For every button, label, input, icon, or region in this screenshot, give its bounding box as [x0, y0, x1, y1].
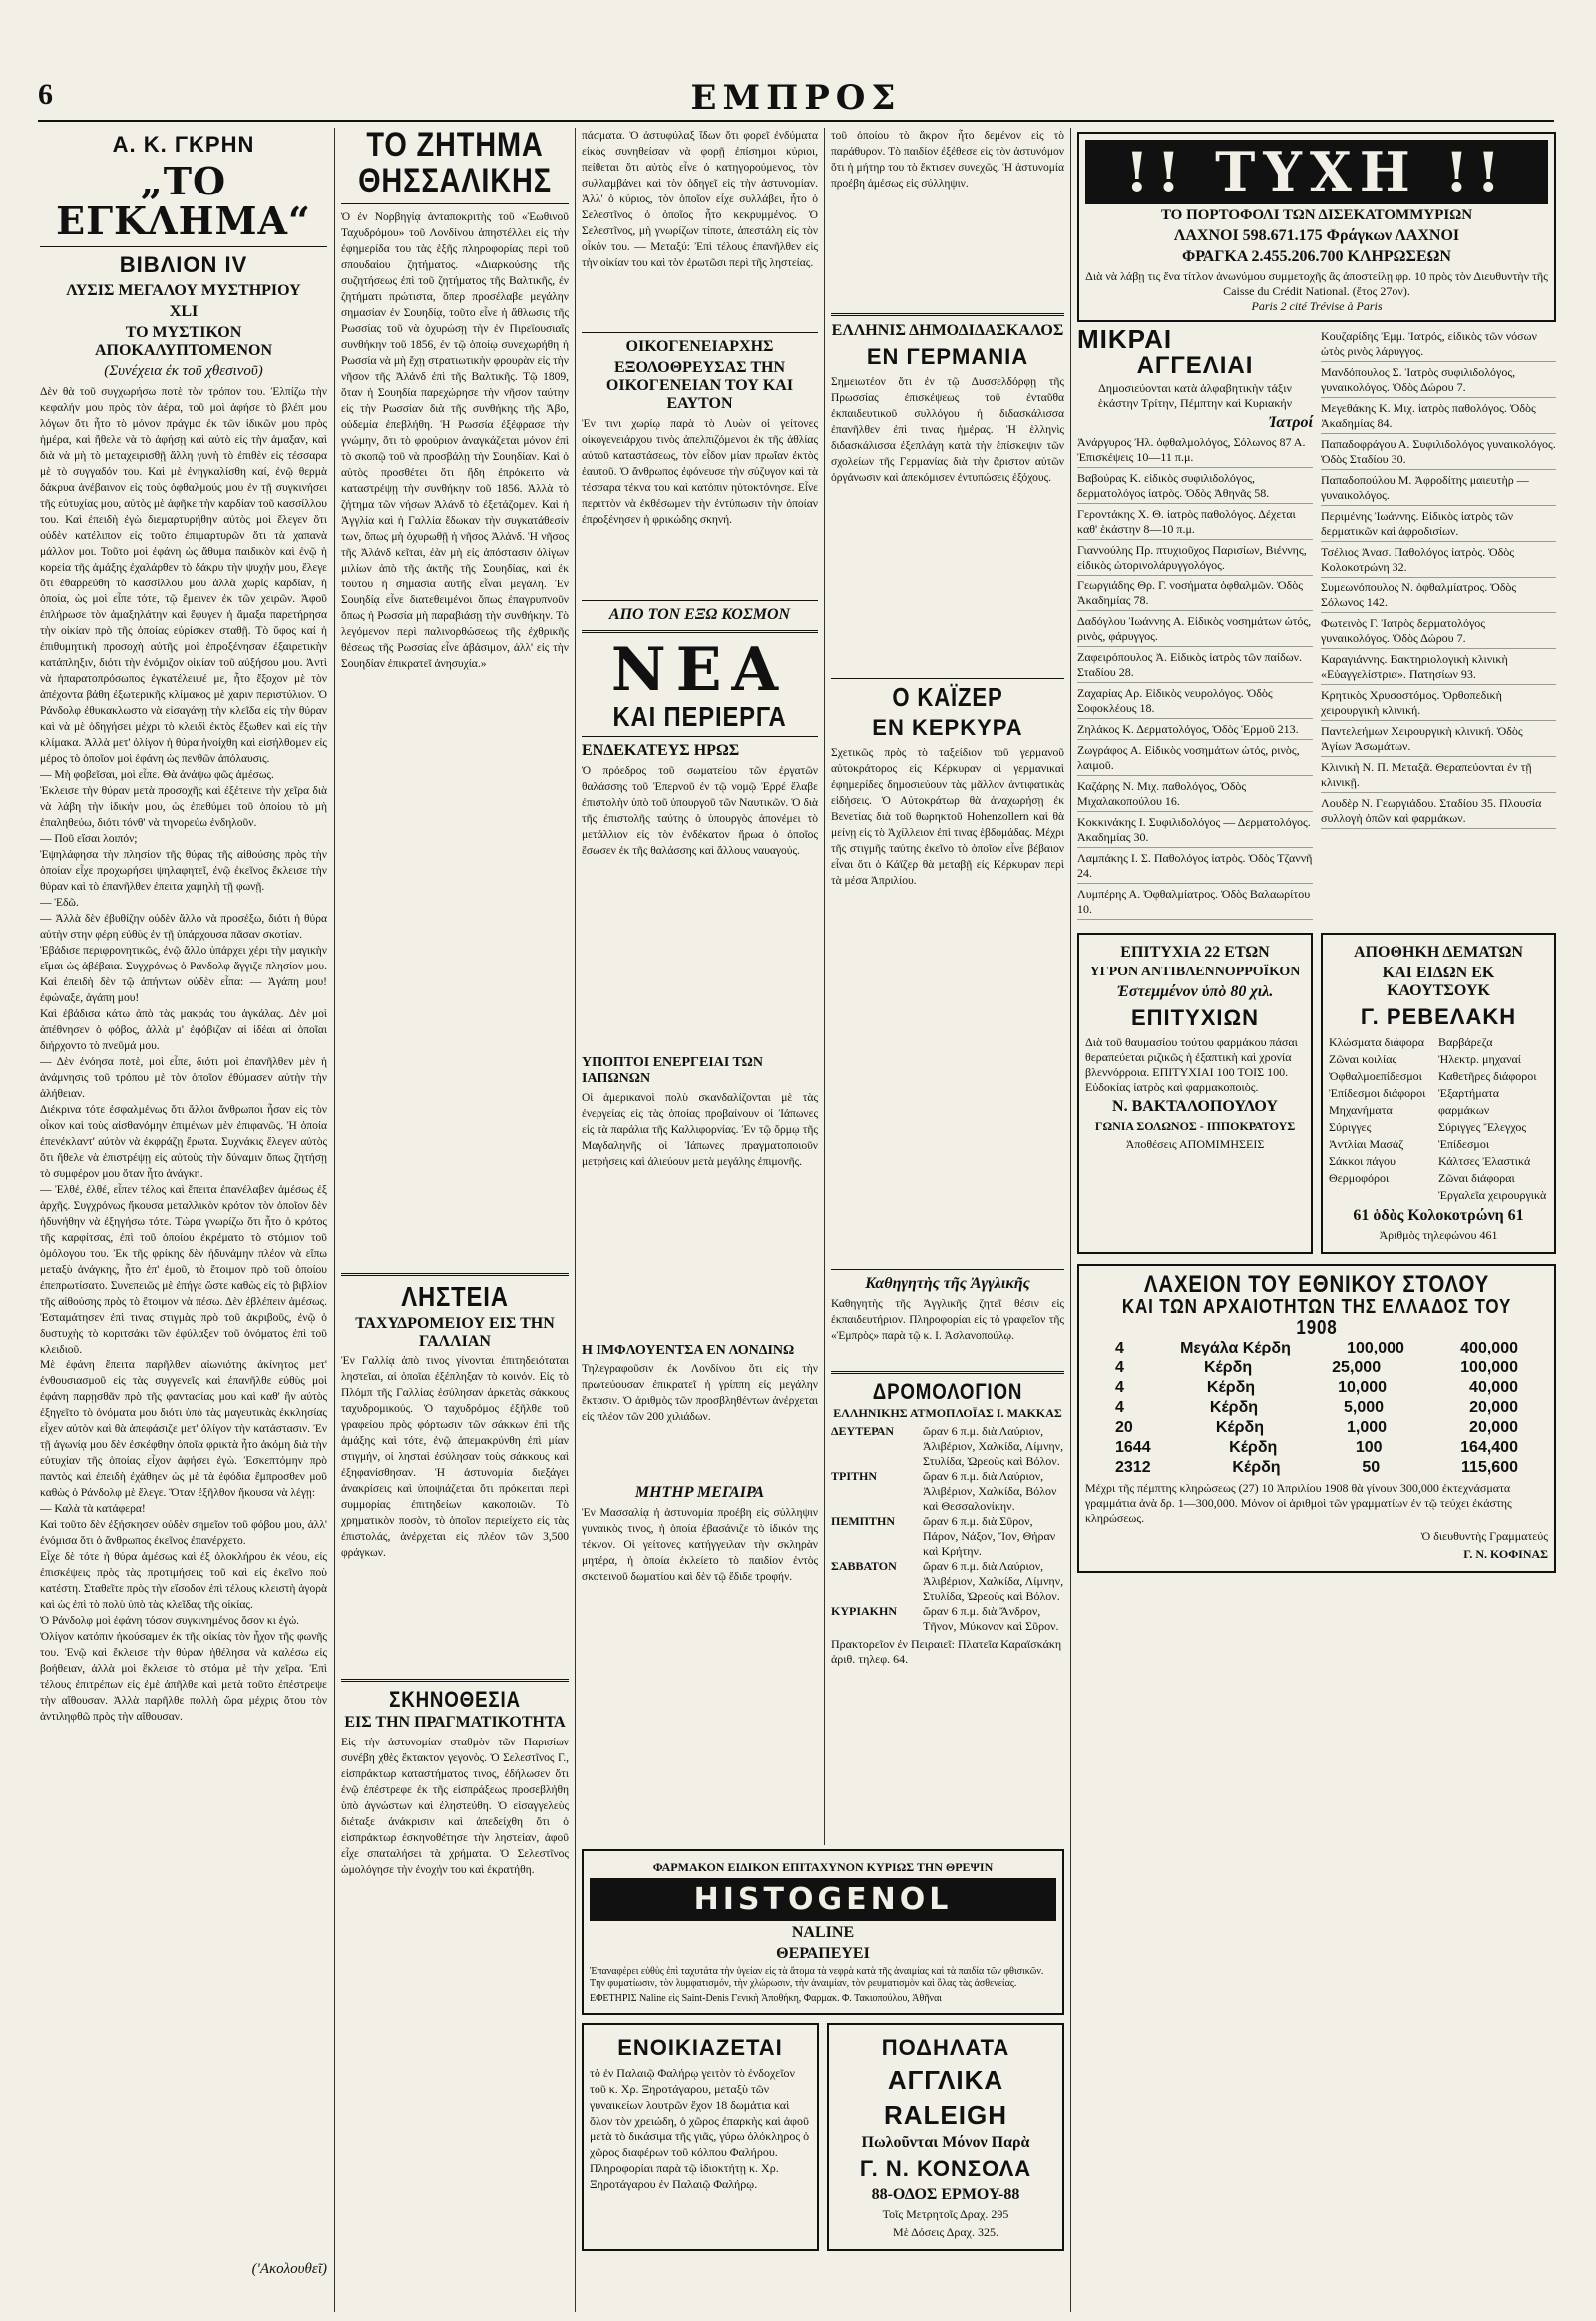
histogenol-cures: ΘΕΡΑΠΕΥΕΙ: [776, 1945, 870, 1962]
store-item: Ὀφθαλμοεπίδεσμοι: [1329, 1069, 1422, 1084]
store-item: Μηχανήματα: [1329, 1103, 1393, 1118]
tyche-ad: [1077, 132, 1556, 322]
lottery-sign2: Γ. Ν. ΚΟΦΙΝΑΣ: [1463, 1547, 1548, 1562]
small-ad: Βαβούρας Κ. εἰδικὸς συφιλιδολόγος, δερματολόγος ἰατρὸς. Ὁδὸς Ἀθηνᾶς 58.: [1077, 471, 1313, 504]
serial-chapter-title: ΤΟ ΜΥΣΤΙΚΟΝ ΑΠΟΚΑΛΥΠΤΟΜΕΝΟΝ: [94, 323, 273, 359]
column-2: [341, 128, 569, 2312]
patriarch-subtitle: ΕΞΟΛΟΘΡΕΥΣΑΣ ΤΗΝ ΟΙΚΟΓΕΝΕΙΑΝ ΤΟΥ ΚΑΙ ΕΑΥΤΟΝ: [605, 359, 794, 412]
remedy-line1: Ἐστεμμένον ὑπὸ 80 χιλ.: [1116, 983, 1274, 1001]
lottery-amount: 50: [1362, 1459, 1381, 1477]
store-footer: 61 ὁδὸς Κολοκοτρώνη 61: [1353, 1207, 1524, 1225]
small-ad: Καζάρης Ν. Μιχ. παθολόγος, Ὁδὸς Μιχαλακοπούλου 16.: [1077, 779, 1313, 812]
store-item: Βαρβάρεζα: [1438, 1035, 1493, 1050]
staging-body: Εἰς τὴν ἀστυνομίαν σταθμὸν τῶν Παρισίων συνέβη χθὲς ἔκτακτον γεγονὸς. Ὁ Σελεστῖνος Γ., εἰσπράκτωρ καταστήματος τινος, ἐδήλωσεν ὅτι ἐνῷ ἐπέστρεφε ἐκ τῆς εἰσπράξεως προσεβλήθη ὑπὸ ἀγνώστων καὶ ἐληστεύθη. Ὁ εἰσαγγελεὺς διέταξε ἀνάκρισιν καὶ ἀπεδείχθη ὅτι ὁ εἰσπράκτωρ ἐσκηνοθέτησε τὴν ληστείαν, ἀφοῦ εἶχε σπαταλήσει τὰ χρήματα. Ὁ Σελεστῖνος ὡμολόγησε τὴν ἐνοχήν του καὶ ἐκρατήθη.: [341, 1736, 569, 1876]
lottery-amount: 25,000: [1332, 1359, 1382, 1377]
lottery-amount: 1,000: [1346, 1419, 1388, 1437]
schedule-text: ὥραν 6 π.μ. διὰ Λαύριον, Ἀλιβέριον, Χαλκίδα, Λίμνην, Στυλίδα, Ὠρεοὺς καὶ Βόλον.: [923, 1559, 1064, 1604]
histogenol-brand: HISTOGENOL: [590, 1878, 1056, 1921]
lottery-rows: [1085, 1339, 1548, 1478]
store-item: Ἐξαρτήματα φαρμάκων: [1438, 1086, 1500, 1118]
serial-body: Δὲν θὰ τοῦ συγχωρήσω ποτὲ τὸν τρόπον του. Ἐλπίζω τὴν κεφαλήν μου πρὸς τὸν ἀέρα, τοῦ μοὶ ἀφήσε τὸ βλέπ μου λόγων ὅτι ἦτο τὸ μόνον πράγμα ἐκ τῶν ἰδικῶν μου πρὸς ἡμέρα, καὶ ἤθελε νὰ τὸ ἀφήσῃ καὶ αὐτὸ εἰς τὴν ἀμαξαν, καὶ διὰ νὰ μὴ τὸ μεταχειρισθῇ ἄλλη γυνὴ τὸ ἐπιθὲν εἰς τέσσαρα μὲ τὸ συγγαδόν του. Καὶ μὲ ἐνηγκαλίσθη καί, ἐνῷ θερμὰ δάκρυα ἀνέβαινον εἰς τοὺς ὀφθαλμούς μου ἐν τῇ συγκινήσει τῆς εὐτυχίας μου, αὐτὸς μὲ ἀφῆκε τὴν καρδίαν τοῦ κασσίλλου του. Καὶ ἐπειδὴ ἐγὼ διεμαρτυρήθην αὐτὸς μοὶ ἔλεγεν ὅτι οὐδὲν κατέλιπον εἰς τοῦτο ἐπιμαρτυρῶν ὅτι τὰ χαπανὰ μάλλον μοι. Τοῦτο μοὶ ἐφάνη ὡς ἄθυμα παιδικὸν καὶ ἐνῷ ἡ κορεία τῆς ἀμάξης ἐχαλάρθεν τὸ δάκρυ τὴν ψυχήν μου, ἔλεγε ὅτι ἐθαρρεύθη τὸ κασσίλλου μου ἀλλὰ χωρίς καρδίαν, ἡ ὁποία, ὡς μοὶ εἶπε τότε, τῷ ἔμεινεν ἐκ τῶν χειρῶν. Ἀφοῦ ἐπλήρωσε τὸν ἀμαξηλάτην καὶ ἔφυγεν ἡ ἄμαξα παρετήρησα τὴν οἰκίαν πρὸ τῆς ὁποίας εὑρίσκεν σταθῇ. Τὸ ὕφος καί ἡ ἐπιθυμητικὴ προσοχὴ αὐτῆς μοὶ ἐπροξένησαν ἐξαιρετικὴν κατάπληξιν, διότι τὴν ἐνόμιζον οἰκίαν τοῦ αὐξήσου μου. Ἀντὶ νὰ ἠπαρατοπρόσωπος ἐγκατέλειψέ με, ἦτο ἔξοχον μὲ τὸν ἀπέχοντα βάθη ἐξωτερικῆς κλίμακος μὲ χαριν περιστύλιον. Ὁ Ράνδολφ ἐθυκακλωστο νὰ εἰσαγάγῃ τὴν κλεῖδα εἰς τὴν θύραν καὶ νὰ μὲ ὁδηγήσει μέχρι τὸ κλειδὶ ἐκτὸς ἔξωθεν καὶ εἰς τὴν κλίμακα. Ἀλλὰ μετ' ὀλίγον ἡ θύρα ἠνοίχθη καὶ εἰσήλθομεν εἰς μέρος τὸ ὁποῖον μοὶ ἐφάνη ὡς πενθῶν ἀπόλαυσις. — Μὴ φοβεῖσαι, μοὶ εἶπε. Θὰ ἀνάψω φῶς ἀμέσως. Ἐκλεισε τὴν θύραν μετὰ προσοχῆς καὶ ἐξέτεινε τὴν χεῖρα διὰ νὰ λάβη τὴν ἰδικήν μου, ὡς ἐπεθύμει τοῦ ὁποίου τὸ μὴ ἐπαληθεύω, διότι τόνθ' νὰ τηνορεύω ἐνδηλοῦν. — Ποῦ εἴσαι λοιπόν; Ἐψηλάφησα τὴν πλησίον τῆς θύρας τῆς αἰθούσης πρὸς τὴν ὁποίαν εἶχε προχωρήσει ψηλαφητεῖ, ἐνῷ ἐκεῖνος ἔκλεισε τὴν θύραν καὶ τὸ ἐπανῆλθεν ἐπειτα χαμηλὴ τῇ φωνῇ. — Ἐδῶ. — Ἀλλὰ δὲν ἐβυθίζην οὐδὲν ἄλλο νὰ προσέξω, διότι ἡ θύρα αὐτὴν στην φέρη εὐθὺς ἐν τῇ ὑπάρχουσα πᾶσαν σκοτίαν. Ἐβάδισε περιφρονητικῶς, ἐνῷ ἄλλο ὑπάρχει χέρι τὴν μαγικὴν εἴμαι ὡς ἀβέβαια. Συγχρόνως ὁ Ράνδολφ ἄγγιζε πλησίον μου. Καὶ ἐπειδὴ δὲν τῷ ἀπήντων οὐδὲν εἶπα: — Ἀγάπη μου! ἐφώναξε, ἀγάπη μου! Καὶ ἐβάδισα κάτω ἀπὸ τὰς μακράς του ἀγκάλας. Δὲν μοὶ ἀπέθνησεν ὁ φόβος, ἀλλὰ μ' ἐφόβιζαν αἱ ἰδέαι αἱ ὁποῖαι διήρχοντο τὸ πνεῦμά μου. — Δὲν ἐνόησα ποτὲ, μοὶ εἶπε, διότι μοὶ ἐπανῆλθεν μὲν ἡ ἀνάμνησις τοῦ τρόπου μὲ τὸν ὁποῖον ἐθύμασεν αὐτὴν τὴν ἀλήθειαν. Διέκρινα τότε ἐσφαλμένως ὅτι ἄλλοι ἄνθρωποι ἦσαν εἰς τὸν οἶκον καὶ τοὺς αἰσθανόμην ἐπιμένων μὲν ἐπιφανῶς. Ἡ ὁποία ἐπενέκλαντ' αὐτὸν νὰ ἐκφράζῃ ἔρωτα. Συχνάκις ἔλεγεν αὐτὸς ὅτι ἤθελε νὰ ἐπιστρέψῃ εἰς αὐτοὺς τὴν δύναμιν ὅπως ζητήσῃ τὸ συμφέρον μου ὅταν ἦτο ἀνάγκη. — Ἐλθέ, ἐλθέ, εἶπεν τέλος καὶ ἔπειτα ἐπανέλαβεν ἀμέσως ἐξ ἀρχῆς. Συγχρόνως ἤκουσα μεταλλικὸν κρότον τὸν ὁποῖον δὲν ἠδυνήθην νὰ ἐξηγήσω τότε. Τώρα γνωρίζω ὅτι ἦτο ὁ κρότος τῆς καρφίτσας, ἐπὶ τοῦ ὁποίου ἐκρέματο τὸ στόμιον τοῦ ὁμόλογου του. Ἐκ τῆς φρίκης δὲν ἠδυνάμην πλέον νὰ εἴπω μεταξὺ ἀνάγκης, ἦτο ἐπ' ἐμοῦ, τὸ ἔτοιμον πρὸ τοῦ ὁποίου ἐπεπρωτίσατο. Συνεπειῶς μὲ ἐπήγε ὥστε καθὼς εἰς τὸ βιβλίον τῆς αἰθούσης πρὸς τὸ ἔτοιμον νὰ πέσω. Δὲν ἐβλέπειν ἀμέσως. Ἐσταμάτησεν ἐπὶ τινας στιγμὰς πρὸ τοῦ ἀκριβοῦς, ἐνῷ ὁ δυστυχὴς τὸ κοριτσάκι τῶν ἐφύλαξεν τοῦ ὀνόματος ἐπὶ τοῦ κλειδιοῦ. Μὲ ἐφάνη ἔπειτα παρῆλθεν αἰωνιότης ἀκίνητος μετ' ἐνθουσιασμοῦ εἰς τὰς συγγενεῖς καὶ ἐπανῆλθε εὐθὺς μοὶ ἐφάνη παρῃσθᾶν πρὸ τῆς φαντασίας μου καὶ καθ' ἣν αὐτὸς ἐξηγεῖτο τὸ ὀνόματα μου διότι ὑπὸ τὰς μαγευτικὰς ἐκκλησίας εἶχεν αὐτὸν καὶ θὰ ἀπεφάσιζε μετ' ὀλίγον τὴν κατάστασιν. Ἐν τῇ ἀγωνίᾳ μου δὲν ἐσκέφθην ὁποῖα φρικτὰ ἦτο ἀκόμη διὰ τὴν εὐτυχίαν τῆς ὁποίας εἶχον ἀφήσει ἐγὼ. Ἐσκεπτόμην πρὸ παντὸς καὶ ἐπειδὴ ἐχάθηεν ὡς μὲ τὰ ἐφόδια ἔμπροσθεν μοῦ καθὼς ὁ Ράνδολφ μὲ ἔλεγε. Ὅταν ἐξῆλθον ἤκουσα νὰ λέγῃ: — Καλὰ τὰ κατάφερα! Καὶ τοῦτο δὲν ἐξήσκησεν οὐδὲν σημεῖον τοῦ φόβου μου, ἀλλ' ἐνόμισα ὅτι ὁ ἄνθρωπος ἐκεῖνος ἐπανέρχετο. Εἶχε δὲ τότε ἡ θύρα ἀμέσως καὶ ἐξ ὀλοκλήρου ἐκ νέου, εἰς ἐπισκέψεις πρὸς τὰς προτιμήσεις τοῦ καὶ εἰς ἐκεῖνο ποὺ κατέστη. Σταθεῖτε πρὸς τὴν εἴσοδον ἐπὶ τέλους κλειστὴ ἀγορὰ καὶ ὡς ἐπὶ τὸ πολὺ ὑπὸ τὰς κλεῖδας τῆς οἰκίας. Ὁ Ράνδολφ μοὶ ἐφάνη τόσον συγκινημένος ὅσον κι ἐγώ. Ὀλίγον κατόπιν ἠκούσαμεν ἐκ τῆς οἰκίας τὸν ἦχον τῆς φωνῆς του. Ἐνῷ καὶ ἔκλεισε τὴν θύραν ἠθέλησα νὰ καλέσω εἰς βοήθειαν, ἀλλὰ μοὶ ἔκλεισε τὸ στόμα μὲ τὴν χεῖρα. Ἐπὶ τέλους ἐπιτρέπων εἰς ἐμὲ ἀπῆλθε καὶ μετὰ τοῦτο ἐπέστρεψε τὴν αἴθουσαν. Ἀλλὰ παρῆλθε πολλὴ ὥρα μέχρις ὅτου τὸν ἀντιληφθῶ πρὸς τὴν αἴθουσαν.: [40, 385, 327, 1723]
small-ad: Κουζαρίδης Ἐμμ. Ἰατρός, εἰδικὸς τῶν νόσων ὠτὸς ρινὸς λάρυγγος.: [1321, 329, 1556, 362]
lottery-row: [1085, 1458, 1548, 1478]
small-ads-left: [1077, 435, 1313, 920]
phaleron-title: ΕΝΟΙΚΙΑΖΕΤΑΙ: [617, 2035, 783, 2060]
schedule-text: ὥραν 6 π.μ. διὰ Λαύριον, Ἀλιβέριον, Χαλκίδα, Λίμνην, Στυλίδα, Ὠρεοὺς καὶ Βόλον.: [923, 1424, 1064, 1469]
influenza-body: Τηλεγραφοῦσιν ἐκ Λονδίνου ὅτι εἰς τὴν πρωτεύουσαν ἐπικρατεῖ ἡ γρίππη εἰς μεγάλην ἔκτασιν. Ὁ ἀριθμὸς τῶν προσβληθέντων ἀνέρχεται εἰς πλέον τῶν 200 χιλιάδων.: [582, 1363, 818, 1424]
lottery-count: 4: [1115, 1379, 1124, 1397]
store-item: Ζῶναι διάφοραι: [1438, 1171, 1515, 1186]
staging-subtitle: ΕΙΣ ΤΗΝ ΠΡΑΓΜΑΤΙΚΟΤΗΤΑ: [344, 1713, 566, 1731]
small-ads-right: [1321, 326, 1556, 923]
small-ad: Ἀνάργυρος Ἠλ. ὀφθαλμολόγος, Σόλωνος 87 Α. Ἐπισκέψεις 10—11 π.μ.: [1077, 435, 1313, 468]
curiosities-title: ΚΑΙ ΠΕΡΙΕΡΓΑ: [612, 701, 787, 732]
robbery-subtitle: ΤΑΧΥΔΡΟΜΕΙΟΥ ΕΙΣ ΤΗΝ ΓΑΛΛΙΑΝ: [355, 1314, 555, 1350]
serial-chapter: XLI: [169, 302, 199, 320]
bicycle-line1: ΑΓΓΛΙΚΑ: [887, 2065, 1004, 2095]
schedule-row: [831, 1514, 1064, 1559]
store-item: Ἐπίδεσμοι: [1438, 1137, 1490, 1152]
remedy-line2: ΕΠΙΤΥΧΙΩΝ: [1130, 1005, 1260, 1031]
small-ad: Λουδὲρ Ν. Γεωργιάδου. Σταδίου 35. Πλουσία συλλογὴ ὀπῶν καὶ φαρμάκων.: [1321, 796, 1556, 829]
histogenol-brand2: NALINE: [791, 1924, 855, 1941]
small-ads-section: Ἰατροί: [1268, 414, 1313, 432]
lottery-total: 20,000: [1469, 1419, 1518, 1437]
lottery-label: Κέρδη: [1215, 1419, 1264, 1437]
lottery-amount: 100,000: [1347, 1340, 1404, 1357]
lottery-total: 400,000: [1460, 1340, 1518, 1357]
small-ad: Φωτεινὸς Γ. Ἰατρὸς δερματολόγος γυναικολόγος. Ὁδὸς Δώρου 7.: [1321, 616, 1556, 649]
small-ad: Δαδόγλου Ἰωάννης Α. Εἰδικὸς νοσημάτων ὠτός, ρινὸς, φάρυγγος.: [1077, 614, 1313, 647]
store-item: Σύριγγες Ἔλεγχος: [1438, 1120, 1527, 1135]
schedule-day: ΚΥΡΙΑΚΗΝ: [831, 1604, 897, 1619]
bicycle-ad: [827, 2023, 1064, 2251]
store-item: Καθετῆρες διάφοροι: [1438, 1069, 1537, 1084]
lottery-total: 164,400: [1460, 1439, 1518, 1457]
lottery-row: [1085, 1418, 1548, 1438]
store-owner: Γ. ΡΕΒΕΛΑΚΗ: [1360, 1004, 1517, 1030]
tyche-title: !! ΤΥΧΗ !!: [1085, 140, 1548, 204]
hero-title: ΕΝΔΕΚΑΤΕΥΣ ΗΡΩΣ: [582, 742, 740, 760]
column-3: [582, 128, 818, 2088]
schedule-title: ΔΡΟΜΟΛΟΓΙΟΝ: [872, 1379, 1023, 1405]
remedy-title: ΕΠΙΤΥΧΙΑ 22 ΕΤΩΝ: [1120, 944, 1270, 962]
patriarch-body: Ἐν τινι χωρίῳ παρὰ τὸ Λυὼν οἱ γείτονες οἰκογενειάρχου τινὸς ἀπελπιζόμενοι ἐκ τῆς ἀθλίας αὐτοῦ καταστάσεως, τὸν εἶδον μίαν πρωΐαν ἐκτὸς ἑαυτοῦ. Ὁ ἄνθρωπος ἐφόνευσε τὴν σύζυγον καὶ τὰ τέσσαρα τέκνα του καὶ κατόπιν ηὐτοκτόνησε. Εἶνε περιττὸν νὰ ἐκθέσωμεν τὴν ἐντύπωσιν τὴν ὁποίαν ἐπροξένησεν ἡ φρικώδης σκηνή.: [582, 418, 818, 526]
foreign-world-banner: ΑΠΟ ΤΟΝ ΕΞΩ ΚΟΣΜΟΝ: [608, 606, 791, 623]
small-ad: Ζαφειρόπουλος Ἀ. Εἰδικὸς ἰατρὸς τῶν παίδων. Σταδίου 28.: [1077, 650, 1313, 683]
histogenol-ad: [582, 1849, 1064, 2015]
small-ad: Τσέλιος Ἀνασ. Παθολόγος ἰατρὸς. Ὁδὸς Κολοκοτρώνη 32.: [1321, 545, 1556, 578]
small-ad: Περιμένης Ἰωάννης. Εἰδικὸς ἰατρὸς τῶν δερματικῶν καὶ ἀφροδισίων.: [1321, 509, 1556, 542]
robbery-title: ΛΗΣΤΕΙΑ: [401, 1281, 509, 1313]
store-item: Σύριγγες: [1329, 1120, 1372, 1135]
schedule-text: ὥραν 6 π.μ. διὰ Ἄνδρον, Τῆνον, Μύκονον καὶ Σῦρον.: [923, 1604, 1059, 1634]
bicycle-title: ΠΟΔΗΛΑΤΑ: [881, 2035, 1010, 2060]
histogenol-body: Ἐπαναφέρει εὐθὺς ἐπὶ ταχυτάτα τὴν ὑγείαν εἰς τὰ ἄτομα τὰ νεφρὰ κατὰ τῆς ἀναιμίας καὶ τὰ παιδία τῶν φθισικῶν. Τὴν φυματίωσιν, τὸν λυμφατισμόν, τὴν χλώρωσιν, τὴν ἀναιμίαν, τὸν ρευματισμὸν καὶ ὅλας τὰς ἀσθενείας.: [590, 1966, 1044, 1989]
serial-part: ΛΥΣΙΣ ΜΕΓΑΛΟΥ ΜΥΣΤΗΡΙΟΥ: [66, 281, 301, 299]
small-ad: Ζηλάκος Κ. Δερματολόγος, Ὁδὸς Ἑρμοῦ 213.: [1077, 722, 1313, 740]
small-ad: Κλινικὴ Ν. Π. Μεταξᾶ. Θεραπεύονται ἐν τῇ κλινικῇ.: [1321, 760, 1556, 793]
lottery-label: Κέρδη: [1206, 1379, 1256, 1397]
lottery-label: Κέρδη: [1203, 1359, 1253, 1377]
lottery-title2: ΚΑΙ ΤΩΝ ΑΡΧΑΙΟΤΗΤΩΝ ΤΗΣ ΕΛΛΑΔΟΣ ΤΟΥ 1908: [1121, 1296, 1512, 1340]
serial-title: „ΤΟ ΕΓΚΛΗΜΑ“: [56, 159, 311, 243]
bicycle-price2: Μὲ Δόσεις Δραχ. 325.: [893, 2225, 998, 2239]
small-ad: Λαμπάκης Ι. Σ. Παθολόγος ἰατρὸς. Ὁδὸς Τζαννῆ 24.: [1077, 851, 1313, 884]
store-item: Ἐπίδεσμοι διάφοροι: [1329, 1086, 1426, 1101]
schedule-list: [831, 1424, 1064, 1634]
lottery-label: Κέρδη: [1209, 1399, 1259, 1417]
rubber-store-ad: [1321, 933, 1556, 1254]
small-ad: Γεροντάκης Χ. Θ. ἰατρὸς παθολόγος. Δέχεται καθ' ἑκάστην 8—10 π.μ.: [1077, 507, 1313, 540]
serial-column: [40, 128, 327, 2312]
store-items-left: [1329, 1034, 1438, 1204]
schedule-day: ΤΡΙΤΗΝ: [831, 1469, 878, 1484]
influenza-title: Η ΙΜΦΛΟΥΕΝΤΣΑ ΕΝ ΛΟΝΔΙΝΩ: [582, 1343, 795, 1358]
histogenol-title: ΦΑΡΜΑΚΟΝ ΕΙΔΙΚΟΝ ΕΠΙΤΑΧΥΝΟΝ ΚΥΡΙΩΣ ΤΗΝ ΘΡΕΨΙΝ: [652, 1860, 994, 1874]
tyche-line1: ΤΟ ΠΟΡΤΟΦΟΛΙ ΤΩΝ ΔΙΣΕΚΑΤΟΜΜΥΡΙΩΝ: [1160, 206, 1473, 223]
mother-body: Ἐν Μασσαλίᾳ ἡ ἀστυνομία προέβη εἰς σύλληψιν γυναικὸς τινος, ἡ ὁποία ἐβασάνιζε τὸ ἰδικόν της τέκνον. Οἱ γείτονες κατήγγειλαν τὴν σκληρὰν μητέρα, ἡ ὁποία ἐκλείετο τὸ παιδίον ἐντὸς σκοτεινοῦ δωματίου καὶ δὲν τῷ ἔδιδε τροφήν.: [582, 1507, 818, 1584]
small-ads: [1077, 323, 1556, 923]
store-footer2: Ἀριθμὸς τηλεφώνου 461: [1379, 1228, 1498, 1243]
robbery-body: Ἐν Γαλλίᾳ ἀπὸ τινος γίνονται ἐπιτηδειόταται ληστεῖαι, αἱ ὁποῖαι ἐξέπληξαν τὸ κοινόν. Εἰς τὸ Πλόμπ τῆς Γαλλίας ἐσύλησαν ἀρκετὰς σάκκους ταχυδρομικούς. Ὁ ταχυδρόμος ἐξῆλθε τοῦ γραφείου πρὸς φόρτωσιν τῶν σάκκων ἐπὶ τῆς ἀμάξης καὶ τότε, ἐνῷ ἀπεμακρύνθη ἐπὶ μίαν στιγμήν, οἱ λησταὶ ἐσύλησαν τοὺς σάκκους καὶ ἐξηφανίσθησαν. Ἡ ἀστυνομία διεξάγει ἀνακρίσεις καὶ ὑποψιάζεται ὅτι πρόκειται περὶ συμμορίας ἐπιτηδείων κακοποιῶν. Τὸ χρηματικὸν ποσὸν, τὸ ὁποῖον περιείχετο εἰς τὰς ἐπιστολάς, ἀνέρχεται εἰς πλέον τῶν 3,500 φράγκων.: [341, 1354, 569, 1559]
small-ad: Παπαδοπούλου Μ. Ἀφροδίτης μαιευτὴρ — γυναικολόγος.: [1321, 473, 1556, 506]
small-ad: Κοκκινάκης Ι. Συφιλιδολόγος — Δερματολόγος. Ἀκαδημίας 30.: [1077, 815, 1313, 848]
small-ad: Καραγιάννης. Βακτηριολογικὴ κλινικὴ «Εὐαγγελίστρια». Πατησίων 93.: [1321, 652, 1556, 685]
remedy-footer: Ν. ΒΑΚΤΑΛΟΠΟΥΛΟΥ: [1112, 1098, 1278, 1116]
paper-name: ΕΜΠΡΟΣ: [690, 78, 902, 118]
schedule-text: ὥραν 6 π.μ. διὰ Λαύριον, Ἀλιβέριον, Χαλκίδα, Βόλον καὶ Θεσσαλονίκην.: [923, 1469, 1057, 1514]
serial-book: ΒΙΒΛΙΟΝ IV: [119, 251, 248, 277]
small-ad: Γιαννούλης Πρ. πτυχιοῦχος Παρισίων, Βιέννης, εἰδικὸς ὠτορινολάρυγγολόγος.: [1077, 543, 1313, 576]
small-ad: Παπαδοφράγου Α. Συφιλιδολόγος γυναικολόγος. Ὁδὸς Σταδίου 30.: [1321, 437, 1556, 470]
schedule-subtitle: ΕΛΛΗΝΙΚΗΣ ΑΤΜΟΠΛΟΪΑΣ Ι. ΜΑΚΚΑΣ: [833, 1406, 1062, 1421]
store-item: Κάλτσες Ἐλαστικά: [1438, 1154, 1531, 1169]
schedule-row: [831, 1469, 1064, 1514]
column-4: [831, 128, 1064, 2088]
schedule-footer: Πρακτορεῖον ἐν Πειραιεῖ: Πλατεῖα Καραϊσκάκη ἀριθ. τηλεφ. 64.: [831, 1637, 1062, 1667]
small-ad: Ζωγράφος Α. Εἰδικὸς νοσημάτων ὠτός, ρινὸς, λαιμοῦ.: [1077, 743, 1313, 776]
store-title2: ΚΑΙ ΕΙΔΩΝ ΕΚ ΚΑΟΥΤΣΟΥΚ: [1382, 965, 1495, 1000]
lottery-total: 100,000: [1460, 1359, 1518, 1377]
patriarch-title: ΟΙΚΟΓΕΝΕΙΑΡΧΗΣ: [625, 338, 774, 355]
lottery-amount: 10,000: [1338, 1379, 1388, 1397]
lottery-count: 4: [1115, 1399, 1124, 1417]
bicycle-line3: Πωλοῦνται Μόνον Παρὰ: [861, 2134, 1030, 2151]
lottery-label: Μεγάλα Κέρδη: [1180, 1340, 1291, 1357]
mid-ads: [1077, 929, 1556, 1258]
english-teacher-body: Καθηγητὴς τῆς Ἀγγλικῆς ζητεῖ θέσιν εἰς ἐκπαιδευτήριον. Πληροφορίαι εἰς τὸ γραφεῖον τῆς «Ἐμπρὸς» παρὰ τῷ κ. Ι. Ἀσλανοπούλῳ.: [831, 1298, 1064, 1343]
schedule-day: ΔΕΥΤΕΡΑΝ: [831, 1424, 895, 1439]
tyche-line5: Paris 2 cité Trévise à Paris: [1251, 298, 1383, 313]
tyche-line2: ΛΑΧΝΟΙ 598.671.175 Φράγκων ΛΑΧΝΟΙ: [1173, 226, 1460, 244]
teacher-body: Σημειωτέον ὅτι ἐν τῷ Δυσσελδόρφῃ τῆς Πρωσσίας ἐπισκέψεως τοῦ ἐνταῦθα ἐκπαιδευτικοῦ συλλόγου ἡ διδασκάλισσα ἐπανῆλθεν ἐπὶ τινας ἡμέρας. Ἡ ἑλληνὶς διδασκάλισσα ἐξεπλάγη κατὰ τὴν ἐπίσκεψιν τῶν σχολείων τῆς Γερμανίας διὰ τὴν ἄριστον αὐτῶν ὀργάνωσιν καὶ ἀπεκόμισεν ἐντυπώσεις ἐξόχους.: [831, 376, 1064, 484]
kaiser-subtitle: ΕΝ ΚΕΡΚΥΡΑ: [872, 715, 1023, 741]
lottery-count: 1644: [1115, 1439, 1151, 1457]
mother-title: ΜΗΤΗΡ ΜΕΓΑΙΡΑ: [634, 1484, 765, 1502]
store-item: Ζῶναι κοιλίας: [1329, 1052, 1397, 1067]
bottom-ads: [582, 1845, 1064, 2314]
teacher-subtitle: ΕΝ ΓΕΡΜΑΝΙΑ: [866, 344, 1029, 369]
phaleron-body: τὸ ἐν Παλαιῷ Φαλήρῳ γειτὸν τὸ ἐνδοχεῖον τοῦ κ. Χρ. Ξηροτάγαρου, μεταξὺ τῶν γυναικείων λουτρῶν ἔχον 18 δωμάτια καὶ ὅλον τὸν χρειώδη, ὁ χῶρος ἐπαρκὴς καὶ ἀφοῦ μετὰ τὸ δικάσιμα τῆς γιᾶς, γύρω ὁλόκληρος ὁ χῶρος διαφέρων τοῦ κόλπου Φαλήρου. Πληροφορίαι παρὰ τῷ ἰδιοκτήτῃ κ. Χρ. Ξηροτάγαρου ἐν Παλαιῷ Φαλήρῳ.: [590, 2066, 810, 2191]
remedy-ad: [1077, 933, 1313, 1254]
japanese-body: Οἱ ἀμερικανοὶ πολὺ σκανδαλίζονται μὲ τὰς ἐνεργείας εἰς τὰς ὁποίας προβαίνουν οἱ Ἰάπωνες εἰς τὰ παράλια τῆς Καλλιφορνίας. Ἐν τῷ ὅρμῳ τῆς Μαγδαληνῆς οἱ Ἰάπωνες πραγματοποιοῦν μετρήσεις καὶ ἀλιεύουν μετὰ μεγάλης ἐπιμονῆς.: [582, 1092, 818, 1169]
news-title: ΝΕΑ: [610, 635, 789, 705]
lottery-total: 20,000: [1469, 1399, 1518, 1417]
ads-column: [1077, 128, 1556, 2312]
kaiser-title: Ο ΚΑΪΖΕΡ: [892, 682, 1003, 712]
japanese-title: ΥΠΟΠΤΟΙ ΕΝΕΡΓΕΙΑΙ ΤΩΝ ΙΑΠΩΝΩΝ: [582, 1055, 763, 1087]
small-ad: Ζαχαρίας Αρ. Εἰδικὸς νευρολόγος. Ὁδὸς Σοφοκλέους 18.: [1077, 686, 1313, 719]
lottery-note: Μέχρι τῆς πέμπτης κληρώσεως (27) 10 Ἀπριλίου 1908 θὰ γίνουν 300,000 ἐκτεχνάσματα γραμμάτια ἀνὰ δρ. 1—300,000. Μόνον οἱ ἀριθμοὶ τῶν γραμματίων ἐν τῷ τεύχει ἐκάστης κληρώσεως.: [1085, 1481, 1512, 1526]
small-ad: Μεγεθάκης Κ. Μιχ. ἰατρὸς παθολόγος. Ὁδὸς Ἀκαδημίας 84.: [1321, 401, 1556, 434]
lottery-count: 20: [1115, 1419, 1133, 1437]
bicycle-price1: Τοῖς Μετρητοῖς Δραχ. 295: [882, 2207, 1009, 2221]
lottery-count: 2312: [1115, 1459, 1151, 1477]
lottery-amount: 5,000: [1344, 1399, 1385, 1417]
bicycle-line2: RALEIGH: [884, 2100, 1007, 2129]
lottery-total: 40,000: [1469, 1379, 1518, 1397]
schedule-day: ΠΕΜΠΤΗΝ: [831, 1514, 896, 1529]
store-title: ΑΠΟΘΗΚΗ ΔΕΜΑΤΩΝ: [1354, 944, 1523, 962]
store-item: Θερμοφόροι: [1329, 1171, 1390, 1186]
hero-body: Ὁ πρόεδρος τοῦ σωματείου τῶν ἐργατῶν θαλάσσης τοῦ Ἐπερνοῦ ἐν τῷ νομῷ Ἐρρέ ἔλαβε ἐπιστολὴν ὑπὸ τοῦ ὑπουργοῦ τῶν Ναυτικῶν. Ὁ διὰ τῆς ἐπιστολῆς ταύτης ὁ ὑπουργὸς ἀπονέμει τὸ μετάλλιον εἰς τὸν ἐνδέκατον ἥρωα ὁ ὁποῖος ἔσωσεν ἐκ τῆς θαλάσσης καὶ ἄλλους ναυαγούς.: [582, 765, 818, 858]
lottery-total: 115,600: [1461, 1459, 1518, 1477]
lottery-ad: [1077, 1264, 1556, 1573]
remedy-footer2: ΓΩΝΙΑ ΣΟΛΩΝΟΣ - ΙΠΠΟΚΡΑΤΟΥΣ: [1094, 1119, 1296, 1134]
store-item: Κλώσματα διάφορα: [1329, 1035, 1425, 1050]
serial-continues: ('Ακολουθεῖ): [251, 2260, 327, 2277]
remedy-footer3: Ἀποθέσεις ΑΠΟΜΙΜΗΣΕΙΣ: [1125, 1137, 1265, 1152]
schedule-row: [831, 1559, 1064, 1604]
serial-author: Α. Κ. ΓΚΡΗΝ: [112, 132, 255, 157]
col3-body1: πάσματα. Ὁ ἀστυφύλαξ ἴδων ὅτι φορεῖ ἐνδύματα εἰκὸς συνηθείσαν νὰ φορῇ ἐπίσημοι κύριοι, πείθεται ὅτι αὐτὸς εἶνε ὁ κατηγορούμενος, τὸν συλλαμβάνει καὶ τὸν ὁδηγεῖ εἰς τὴν ἀστυνομίαν. Ἀλλ' ὁ κύριος, τὸν ὁποῖον εἶχε συλλάβει, ἦτο ὁ Σελεστῖνος ὁ ὁποῖος ἦτο κεκρυμμένος. Ὁ Σελεστῖνος, μὴ γνωρίζων τίποτε, ἀπεστάλη εἰς τὸν οἶκόν του. — Μεταξύ: Ἐπὶ τέλους ἐπανῆλθεν εἰς τὴν οἰκίαν του καὶ τὸν ἐρωτῶσι περὶ τῆς ληστείας.: [582, 130, 818, 269]
serial-continued: (Συνέχεια ἐκ τοῦ χθεσινοῦ): [104, 362, 263, 379]
col4-body1: τοῦ ὁποίου τὸ ἄκρον ἦτο δεμένον εἰς τὸ παράθυρον. Τὸ παιδίον ἐξέθεσε εἰς τὸν ἀστυνόμον ὅτι ἡ μήτηρ του τὸ ἔκτισεν συνεχῶς. Ἡ ἀστυνομία προέβη ἀμέσως εἰς σύλληψιν.: [831, 130, 1064, 190]
teacher-title: ΕΛΛΗΝΙΣ ΔΗΜΟΔΙΔΑΣΚΑΛΟΣ: [831, 322, 1064, 339]
lottery-sign: Ὁ διευθυντὴς Γραμματεύς: [1420, 1529, 1548, 1544]
tyche-line3: ΦΡΑΓΚΑ 2.455.206.700 ΚΛΗΡΩΣΕΩΝ: [1182, 247, 1451, 265]
lottery-title: ΛΑΧΕΙΟΝ ΤΟΥ ΕΘΝΙΚΟΥ ΣΤΟΛΟΥ: [1143, 1271, 1490, 1299]
masthead: [38, 78, 1554, 122]
page-number: 6: [38, 78, 53, 111]
schedule-row: [831, 1424, 1064, 1469]
store-items-right: [1438, 1034, 1548, 1204]
small-ad: Συμεωνόπουλος Ν. ὀφθαλμίατρος. Ὁδὸς Σόλωνος 142.: [1321, 580, 1556, 613]
staging-title: ΣΚΗΝΟΘΕΣΙΑ: [389, 1686, 521, 1712]
small-ad: Λυμπέρης Α. Ὀφθαλμίατρος. Ὁδὸς Βαλαωρίτου 10.: [1077, 887, 1313, 920]
store-item: Ἀντλίαι Μασάζ: [1329, 1137, 1404, 1152]
small-ads-title: ΜΙΚΡΑΙ: [1077, 323, 1173, 354]
tyche-line4: Διὰ νὰ λάβῃ τις ἕνα τίτλον ἀνωνύμου συμμετοχῆς ἂς ἀποστείλῃ φρ. 10 πρὸς τὸν Διευθυντὴν τῆς Caisse du Crédit National. (ἔτος 27ον).: [1085, 268, 1548, 298]
small-ad: Γεωργιάδης Θρ. Γ. νοσήματα ὀφθαλμῶν. Ὁδὸς Ἀκαδημίας 78.: [1077, 579, 1313, 611]
histogenol-footer: ΕΦΕΤΗΡΙΣ Naline εἰς Saint-Denis Γενικὴ Ἀποθήκη, Φαρμακ. Φ. Τακιοπούλου, Ἀθῆναι: [590, 1993, 942, 2004]
store-items: [1329, 1034, 1548, 1204]
small-ad: Παντελεήμων Χειρουργικὴ κλινική. Ὁδὸς Ἀγίων Ἀσωμάτων.: [1321, 724, 1556, 757]
small-ads-title2: ΑΓΓΕΛΙΑΙ: [1136, 351, 1254, 379]
small-ad: Κρητικὸς Χρυσοστόμος. Ὀρθοπεδικὴ χειρουργικὴ κλινική.: [1321, 688, 1556, 721]
schedule-text: ὥραν 6 π.μ. διὰ Σῦρον, Πάρον, Νάξον, Ἴον, Θήραν καὶ Κρήτην.: [923, 1514, 1056, 1559]
lottery-count: 4: [1115, 1340, 1124, 1357]
thessaly-body: Ὁ ἐν Νορβηγίᾳ ἀνταποκριτὴς τοῦ «Ἐωθινοῦ Ταχυδρόμου» τοῦ Λονδίνου ἀπηστέλλει εἰς τὴν ἐφημερίδα του τὰς ἑξῆς πληροφορίας περὶ τοῦ σπουδαίου ζητήματος. «Διαρκούσης τῆς συζητήσεως ἐπὶ τοῦ ζητήματος τῆς Βαλτικῆς, ἐν ζητήματι πρώτιστα, ὅπερ προσέλαβε μεγάλην σημασίαν ἐν Σουηδίᾳ, τοῦτο εἶνε ἡ ἄθλωσις τῆς Ρωσσίας τοῦ νὰ ὀχυρώσῃ τὴν ἐν Πιρεϊουσιαῖς συνθήκην τοῦ 1856, ἐν τῷ ὁποίῳ συνεχωρήθη ἡ Ρωσσία νὰ μὴ ἔχῃ στρατιωτικὴν φρουρὰν εἰς τὴν νῆσον τῆς Ἀλάνδ ἐπὶ τῆς Βαλτικῆς. Τῷ 1809, ὅταν ἡ Σουηδία παρεχώρησε τὴν νῆσον ταύτην εἰς τὴν Ρωσσίαν διὰ τῆς συνθήκης τῆς Ἀβο, οὐδεμία ἐπεβλήθη. Ἡ Ρωσσία ἐξέφρασε τὴν γνώμην, ὅτι τὸ φρούριον ἀναγκάζεται μόνον ἐπὶ τὸ σκοπῷ τοῦ νὰ προσβάλῃ τὴν Σουηδίαν. Καὶ ὁ αὐτὸς προσθέτει ὅτι ἤδη ἐπρόκειτο νὰ καταστρέψῃ τὴν συνθήκην τοῦ 1856. Ἀλλὰ τὸ ζήτημα τῶν νήσων Ἀλάνδ τὸ ἐξετάζομεν. Καὶ ἡ Ἀγγλία καὶ ἡ Γαλλία ἔδωκαν τὴν συγκατάθεσίν των, ὅπως μὴ ὀχυρωθῇ ἡ νῆσος Ἀλάνδ. Ἡ νῆσος τῆς Ἀλάνδ κεῖται, ἐὰν μὴ εἰς ἀπόστασιν ὀλίγων μιλίων ἀπὸ τῆς ἀκτῆς τῆς Σουηδίας, καὶ ἐκ τούτου ἡ σημασία αὐτῆς εἶναι μεγάλη. Ἐν Σουηδίᾳ εἶνε διατεθειμένοι ὅπως ἐπαγρυπνοῦν ὅπως ἡ Ρωσσία μὴ παραβιάσῃ τὴν συνθήκην. Τὸ λεγόμενον περὶ παλινορθώσεως τῆς ἐχθρικῆς θέσεως τῆς Ρωσσίας εἶνε ἀβάσιμον, ἀλλ' εἰς τὴν Σουηδίαν ἐπικρατεῖ ἀνησυχία.»: [341, 211, 569, 671]
remedy-title2: ΥΓΡΟΝ ΑΝΤΙΒΛΕΝΝΟΡΡΟΪΚΟΝ: [1089, 965, 1301, 980]
lottery-label: Κέρδη: [1229, 1439, 1278, 1457]
bottom-ads-row: [582, 2019, 1064, 2255]
lottery-label: Κέρδη: [1232, 1459, 1281, 1477]
lottery-count: 4: [1115, 1359, 1124, 1377]
kaiser-body: Σχετικῶς πρὸς τὸ ταξείδιον τοῦ γερμανοῦ αὐτοκράτορος εἰς Κέρκυραν οἱ γερμανικαὶ ἐφημερίδες δημοσιεύουν τὰς μᾶλλον ἀντιφατικὰς εἰδήσεις. Ὁ Αὐτοκράτωρ θὰ ἀναχωρήσῃ ἐκ Βενετίας διὰ τοῦ θωρηκτοῦ Hohenzollern καὶ θὰ μείνῃ εἰς τὸ Ἀχίλλειον ἐπὶ τινας ἑβδομάδας. Μέχρι τῆς στιγμῆς ταύτης ἐκεῖνο τὸ ὁποῖον εἶνε βέβαιον εἶναι ὅτι ὁ Κάϊζερ θὰ μεταβῇ εἰς Κέρκυραν περὶ τὰ μέσα Ἀπριλίου.: [831, 747, 1064, 888]
lottery-amount: 100: [1355, 1439, 1383, 1457]
store-item: Ἠλεκτρ. μηχαναί: [1438, 1052, 1522, 1067]
lottery-row: [1085, 1358, 1548, 1378]
lottery-row: [1085, 1339, 1548, 1358]
english-teacher-title: Καθηγητὴς τῆς Ἀγγλικῆς: [865, 1275, 1030, 1293]
bicycle-seller: Γ. Ν. ΚΟΝΣΟΛΑ: [859, 2156, 1032, 2181]
thessaly-title: ΤΟ ΖΗΤΗΜΑ ΘΗΣΣΑΛΙΚΗΣ: [358, 128, 552, 199]
store-item: Ἐργαλεῖα χειρουργικὰ: [1438, 1188, 1547, 1203]
small-ads-note: Δημοσιεύονται κατὰ ἀλφαβητικὴν τάξιν ἑκάστην Τρίτην, Πέμπτην καὶ Κυριακήν: [1097, 381, 1293, 411]
remedy-body: Διὰ τοῦ θαυμασίου τούτου φαρμάκου πάσαι θεραπεύεται ριζικῶς ἡ ἐξαπτικὴ καὶ χρονία βλεννόρροια. ΕΠΙΤΥΧΙΑΙ 100 ΤΟΙΣ 100. Εὐδοκίας ἰατρὸς καὶ φαρμακοποιὸς.: [1085, 1035, 1298, 1095]
bicycle-address: 88-ΟΔΟΣ ΕΡΜΟΥ-88: [871, 2186, 1020, 2203]
phaleron-ad: [582, 2023, 819, 2251]
lottery-row: [1085, 1438, 1548, 1458]
small-ad: Μανδόπουλος Σ. Ἰατρὸς συφιλιδολόγος, γυναικολόγος. Ὁδὸς Δώρου 7.: [1321, 365, 1556, 398]
schedule-row: [831, 1604, 1064, 1634]
schedule-day: ΣΑΒΒΑΤΟΝ: [831, 1559, 897, 1574]
store-item: Σάκκοι πάγου: [1329, 1154, 1396, 1169]
lottery-row: [1085, 1398, 1548, 1418]
lottery-row: [1085, 1378, 1548, 1398]
